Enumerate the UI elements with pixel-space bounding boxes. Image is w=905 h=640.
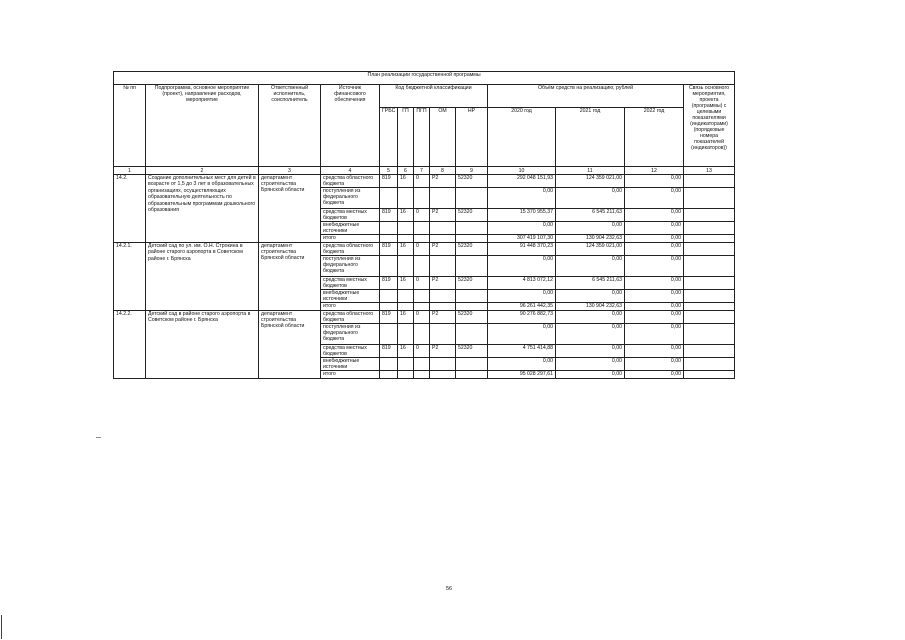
code-grbs: 819 bbox=[380, 345, 398, 358]
code-om: P2 bbox=[430, 175, 456, 188]
code-nr bbox=[456, 222, 488, 235]
code-grbs bbox=[380, 256, 398, 277]
code-gp: 16 bbox=[398, 243, 414, 256]
code-pgp bbox=[414, 324, 430, 345]
total-2022: 0,00 bbox=[625, 235, 684, 243]
row-description: Детский сад в районе старого аэропорта в Советском районе г. Брянска bbox=[146, 311, 259, 379]
indicator-link bbox=[684, 235, 735, 243]
code-om bbox=[430, 371, 456, 379]
code-nr bbox=[456, 235, 488, 243]
column-number: 7 bbox=[414, 167, 430, 175]
header-source: Источник финансового обеспечения bbox=[321, 85, 380, 167]
header-budget-code: Код бюджетной классификации bbox=[380, 85, 488, 108]
amount-2021: 0,00 bbox=[556, 290, 625, 303]
code-gp bbox=[398, 290, 414, 303]
code-gp: 16 bbox=[398, 345, 414, 358]
header-nr: НР bbox=[456, 108, 488, 167]
amount-2021: 0,00 bbox=[556, 256, 625, 277]
code-pgp bbox=[414, 290, 430, 303]
code-gp: 16 bbox=[398, 209, 414, 222]
column-number: 10 bbox=[488, 167, 556, 175]
funding-source: средства местных бюджетов bbox=[321, 209, 380, 222]
amount-2021: 0,00 bbox=[556, 222, 625, 235]
indicator-link bbox=[684, 277, 735, 290]
code-om bbox=[430, 222, 456, 235]
table-title: План реализации государственной программы bbox=[114, 72, 735, 85]
indicator-link bbox=[684, 345, 735, 358]
total-2021: 0,00 bbox=[556, 371, 625, 379]
code-pgp: 0 bbox=[414, 345, 430, 358]
code-nr bbox=[456, 371, 488, 379]
funding-source: поступления из федерального бюджета bbox=[321, 256, 380, 277]
code-om: P2 bbox=[430, 209, 456, 222]
funding-source: средства областного бюджета bbox=[321, 311, 380, 324]
total-2020: 95 028 297,61 bbox=[488, 371, 556, 379]
code-nr: 52320 bbox=[456, 311, 488, 324]
amount-2021: 0,00 bbox=[556, 358, 625, 371]
code-gp bbox=[398, 324, 414, 345]
amount-2021: 124 359 021,00 bbox=[556, 243, 625, 256]
code-pgp: 0 bbox=[414, 277, 430, 290]
code-pgp bbox=[414, 222, 430, 235]
amount-2022: 0,00 bbox=[625, 290, 684, 303]
code-pgp bbox=[414, 188, 430, 209]
funding-source: средства местных бюджетов bbox=[321, 345, 380, 358]
funding-source: поступления из федерального бюджета bbox=[321, 324, 380, 345]
amount-2020: 4 813 072,12 bbox=[488, 277, 556, 290]
code-grbs bbox=[380, 358, 398, 371]
header-amount: Объём средств на реализацию, рублей bbox=[488, 85, 684, 108]
indicator-link bbox=[684, 175, 735, 188]
code-pgp bbox=[414, 256, 430, 277]
row-responsible: департамент строительства Брянской области bbox=[259, 243, 321, 311]
column-number: 13 bbox=[684, 167, 735, 175]
code-grbs bbox=[380, 324, 398, 345]
code-nr bbox=[456, 324, 488, 345]
row-number: 14.2.2. bbox=[114, 311, 146, 379]
code-pgp: 0 bbox=[414, 209, 430, 222]
page-number: 56 bbox=[446, 586, 453, 592]
program-plan-table bbox=[113, 71, 735, 379]
amount-2022: 0,00 bbox=[625, 188, 684, 209]
code-pgp: 0 bbox=[414, 311, 430, 324]
code-om bbox=[430, 303, 456, 311]
code-nr: 52320 bbox=[456, 345, 488, 358]
code-om bbox=[430, 256, 456, 277]
code-grbs: 819 bbox=[380, 175, 398, 188]
code-gp bbox=[398, 358, 414, 371]
column-number: 2 bbox=[146, 167, 259, 175]
code-gp bbox=[398, 303, 414, 311]
total-2021: 130 904 232,63 bbox=[556, 235, 625, 243]
indicator-link bbox=[684, 371, 735, 379]
header-2020: 2020 год bbox=[488, 108, 556, 167]
amount-2021: 124 359 021,00 bbox=[556, 175, 625, 188]
code-gp bbox=[398, 235, 414, 243]
table-row bbox=[114, 243, 735, 256]
code-pgp: 0 bbox=[414, 243, 430, 256]
indicator-link bbox=[684, 209, 735, 222]
column-number: 1 bbox=[114, 167, 146, 175]
amount-2021: 0,00 bbox=[556, 188, 625, 209]
header-pgp: ПГП bbox=[414, 108, 430, 167]
amount-2020: 0,00 bbox=[488, 188, 556, 209]
amount-2020: 91 448 370,23 bbox=[488, 243, 556, 256]
code-gp bbox=[398, 222, 414, 235]
amount-2020: 292 048 151,93 bbox=[488, 175, 556, 188]
code-om bbox=[430, 235, 456, 243]
funding-source: поступления из федерального бюджета bbox=[321, 188, 380, 209]
code-pgp: 0 bbox=[414, 175, 430, 188]
total-label: итого bbox=[321, 235, 380, 243]
code-pgp bbox=[414, 358, 430, 371]
row-responsible: департамент строительства Брянской области bbox=[259, 311, 321, 379]
table-row bbox=[114, 175, 735, 188]
indicator-link bbox=[684, 303, 735, 311]
amount-2022: 0,00 bbox=[625, 358, 684, 371]
header-om: ОМ bbox=[430, 108, 456, 167]
header-2022: 2022 год bbox=[625, 108, 684, 167]
amount-2021: 6 545 211,63 bbox=[556, 209, 625, 222]
column-number: 9 bbox=[456, 167, 488, 175]
amount-2020: 0,00 bbox=[488, 290, 556, 303]
amount-2021: 0,00 bbox=[556, 324, 625, 345]
amount-2021: 0,00 bbox=[556, 345, 625, 358]
code-gp: 16 bbox=[398, 175, 414, 188]
indicator-link bbox=[684, 311, 735, 324]
row-description: Детский сад по ул. им. О.Н. Строкина в районе старого аэропорта в Советском районе г. Брянска bbox=[146, 243, 259, 311]
header-2021: 2021 год bbox=[556, 108, 625, 167]
code-om: P2 bbox=[430, 243, 456, 256]
code-gp bbox=[398, 371, 414, 379]
code-om: P2 bbox=[430, 311, 456, 324]
code-om bbox=[430, 324, 456, 345]
amount-2022: 0,00 bbox=[625, 311, 684, 324]
indicator-link bbox=[684, 358, 735, 371]
code-om: P2 bbox=[430, 345, 456, 358]
header-gp: ГП bbox=[398, 108, 414, 167]
total-label: итого bbox=[321, 303, 380, 311]
code-grbs bbox=[380, 222, 398, 235]
row-number: 14.2. bbox=[114, 175, 146, 243]
amount-2020: 0,00 bbox=[488, 222, 556, 235]
code-grbs: 819 bbox=[380, 243, 398, 256]
indicator-link bbox=[684, 243, 735, 256]
code-grbs bbox=[380, 303, 398, 311]
total-2020: 96 261 442,35 bbox=[488, 303, 556, 311]
column-number: 12 bbox=[625, 167, 684, 175]
amount-2022: 0,00 bbox=[625, 243, 684, 256]
code-om bbox=[430, 290, 456, 303]
code-om bbox=[430, 358, 456, 371]
amount-2021: 0,00 bbox=[556, 311, 625, 324]
row-responsible: департамент строительства Брянской области bbox=[259, 175, 321, 243]
code-nr: 52320 bbox=[456, 243, 488, 256]
code-pgp bbox=[414, 235, 430, 243]
code-grbs bbox=[380, 235, 398, 243]
header-num: № пп bbox=[114, 85, 146, 167]
code-nr: 52320 bbox=[456, 209, 488, 222]
funding-source: средства местных бюджетов bbox=[321, 277, 380, 290]
amount-2020: 4 751 414,88 bbox=[488, 345, 556, 358]
amount-2021: 6 545 211,63 bbox=[556, 277, 625, 290]
amount-2020: 15 370 955,37 bbox=[488, 209, 556, 222]
total-2021: 130 904 232,63 bbox=[556, 303, 625, 311]
code-nr: 52320 bbox=[456, 175, 488, 188]
total-2022: 0,00 bbox=[625, 303, 684, 311]
funding-source: средства областного бюджета bbox=[321, 175, 380, 188]
code-gp: 16 bbox=[398, 311, 414, 324]
code-nr: 52320 bbox=[456, 277, 488, 290]
column-number: 8 bbox=[430, 167, 456, 175]
amount-2020: 0,00 bbox=[488, 358, 556, 371]
code-om: P2 bbox=[430, 277, 456, 290]
total-2020: 307 419 107,30 bbox=[488, 235, 556, 243]
funding-source: средства областного бюджета bbox=[321, 243, 380, 256]
amount-2020: 0,00 bbox=[488, 324, 556, 345]
header-grbs: ГРБС bbox=[380, 108, 398, 167]
amount-2020: 90 276 882,73 bbox=[488, 311, 556, 324]
header-link: Связь основного мероприятия, проекта (программы) с целевыми показателями (индикаторами) (порядковые номера показателей (индикаторов)) bbox=[684, 85, 735, 167]
header-subprogram: Подпрограмма, основное мероприятие (проект), направление расходов, мероприятие bbox=[146, 85, 259, 167]
amount-2022: 0,00 bbox=[625, 324, 684, 345]
amount-2022: 0,00 bbox=[625, 345, 684, 358]
code-gp bbox=[398, 188, 414, 209]
header-responsible: Ответственный исполнитель, соисполнитель bbox=[259, 85, 321, 167]
total-2022: 0,00 bbox=[625, 371, 684, 379]
code-nr bbox=[456, 358, 488, 371]
amount-2020: 0,00 bbox=[488, 256, 556, 277]
code-grbs: 819 bbox=[380, 209, 398, 222]
code-gp: 16 bbox=[398, 277, 414, 290]
funding-source: внебюджетные источники bbox=[321, 222, 380, 235]
indicator-link bbox=[684, 256, 735, 277]
code-grbs bbox=[380, 188, 398, 209]
code-om bbox=[430, 188, 456, 209]
column-number: 3 bbox=[259, 167, 321, 175]
amount-2022: 0,00 bbox=[625, 256, 684, 277]
code-gp bbox=[398, 256, 414, 277]
amount-2022: 0,00 bbox=[625, 175, 684, 188]
row-description: Создание дополнительных мест для детей в возрасте от 1,5 до 3 лет в образовательных организациях, осуществляющих образовательную деятельность по образовательным программам дошкольного образования bbox=[146, 175, 259, 243]
code-nr bbox=[456, 290, 488, 303]
amount-2022: 0,00 bbox=[625, 209, 684, 222]
code-pgp bbox=[414, 371, 430, 379]
funding-source: внебюджетные источники bbox=[321, 358, 380, 371]
code-nr bbox=[456, 256, 488, 277]
column-number: 5 bbox=[380, 167, 398, 175]
funding-source: внебюджетные источники bbox=[321, 290, 380, 303]
margin-mark bbox=[96, 437, 101, 438]
indicator-link bbox=[684, 290, 735, 303]
code-grbs: 819 bbox=[380, 277, 398, 290]
code-grbs bbox=[380, 371, 398, 379]
column-number: 4 bbox=[321, 167, 380, 175]
code-grbs: 819 bbox=[380, 311, 398, 324]
amount-2022: 0,00 bbox=[625, 222, 684, 235]
table-row bbox=[114, 311, 735, 324]
indicator-link bbox=[684, 222, 735, 235]
total-label: итого bbox=[321, 371, 380, 379]
indicator-link bbox=[684, 324, 735, 345]
code-nr bbox=[456, 303, 488, 311]
row-number: 14.2.1. bbox=[114, 243, 146, 311]
column-number: 11 bbox=[556, 167, 625, 175]
amount-2022: 0,00 bbox=[625, 277, 684, 290]
code-nr bbox=[456, 188, 488, 209]
edge-mark bbox=[1, 615, 2, 639]
indicator-link bbox=[684, 188, 735, 209]
code-pgp bbox=[414, 303, 430, 311]
code-grbs bbox=[380, 290, 398, 303]
column-number: 6 bbox=[398, 167, 414, 175]
